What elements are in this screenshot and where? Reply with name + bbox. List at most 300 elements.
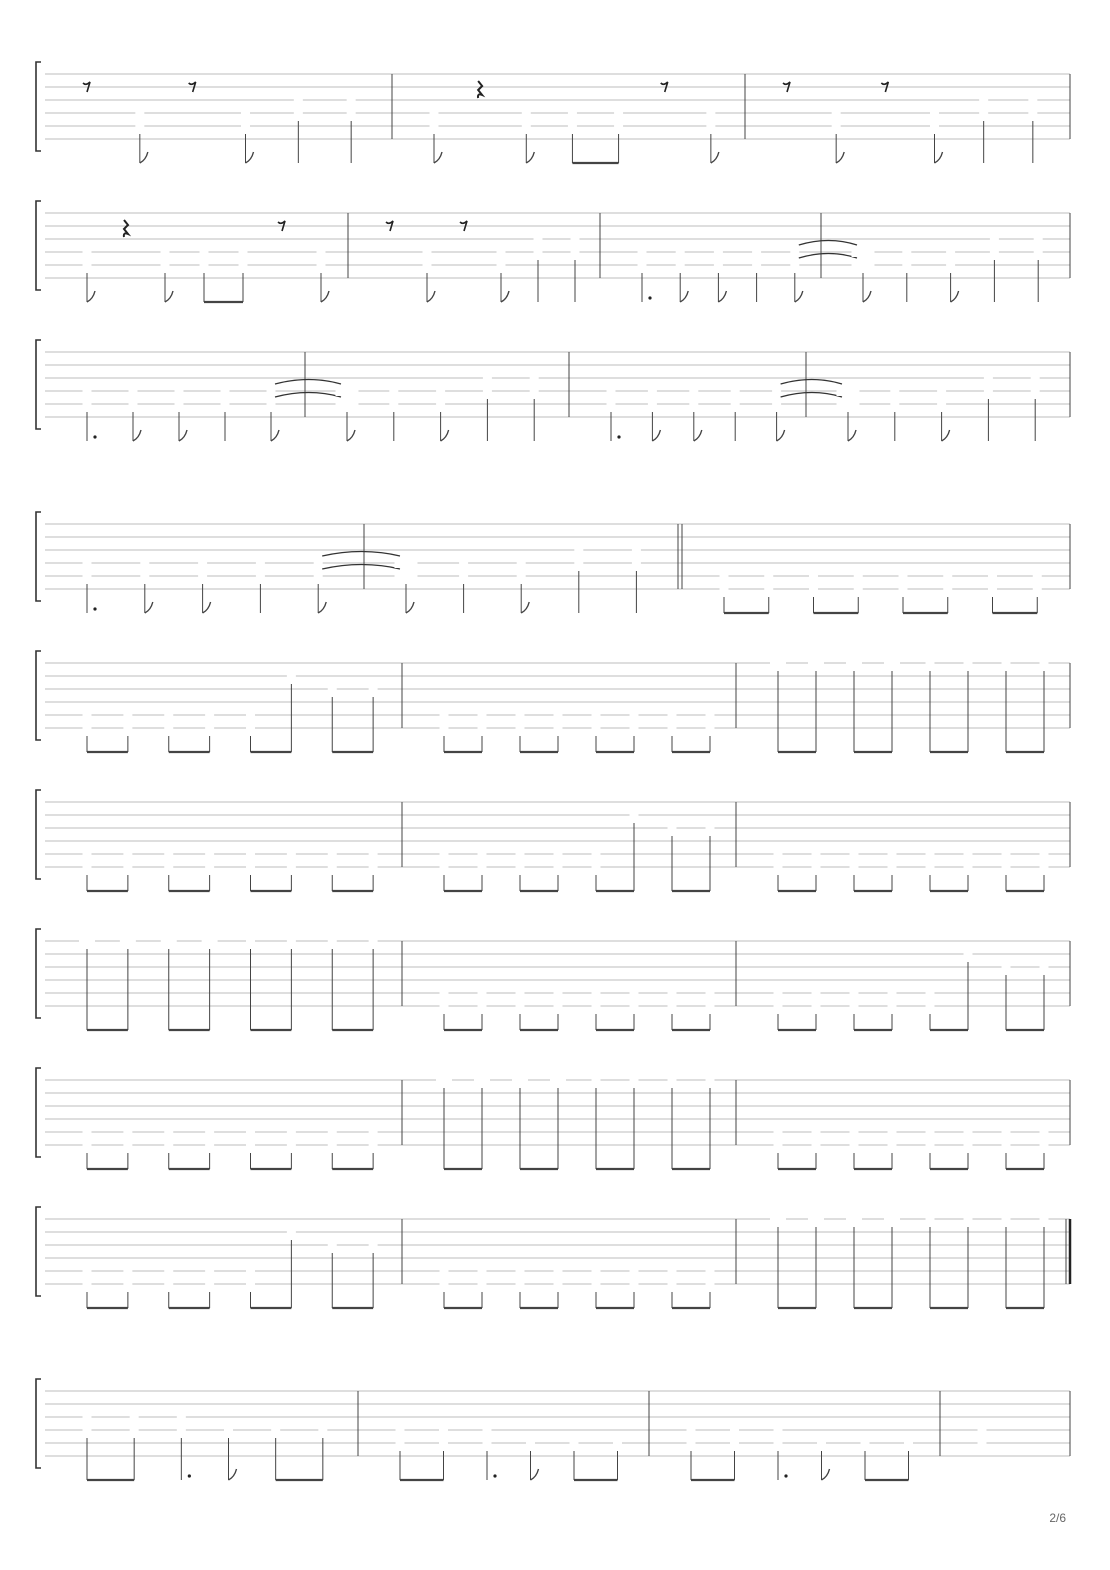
fret-bg bbox=[205, 1265, 214, 1276]
tab-system bbox=[36, 1379, 1070, 1480]
measure bbox=[978, 1424, 987, 1448]
fret-bg bbox=[328, 861, 337, 872]
fret-bg bbox=[764, 570, 773, 581]
fret-bg bbox=[850, 861, 859, 872]
fret-bg bbox=[287, 1139, 296, 1150]
system-bracket bbox=[36, 62, 41, 151]
fret-bg bbox=[369, 848, 378, 859]
fret-bg bbox=[123, 1139, 132, 1150]
fret-bg bbox=[812, 848, 821, 859]
fret-bg bbox=[613, 1437, 622, 1448]
tab-system bbox=[36, 929, 1070, 1030]
measure bbox=[336, 372, 539, 441]
fret-bg bbox=[83, 246, 92, 257]
fret-bg bbox=[964, 861, 973, 872]
eighth-flag bbox=[935, 152, 943, 163]
eighth-flag bbox=[271, 430, 279, 441]
eighth-flag bbox=[434, 152, 442, 163]
tab-system bbox=[36, 1068, 1070, 1169]
fret-bg bbox=[369, 1139, 378, 1150]
fret-bg bbox=[926, 1000, 935, 1011]
fret-bg bbox=[200, 259, 209, 270]
fret-bg bbox=[946, 259, 955, 270]
fret-bg bbox=[483, 1424, 492, 1435]
fret-bg bbox=[770, 657, 786, 668]
fret-bg bbox=[423, 246, 432, 257]
fret-bg bbox=[205, 1139, 214, 1150]
eighth-flag bbox=[246, 152, 254, 163]
eighth-flag bbox=[531, 1469, 539, 1480]
fret-bg bbox=[512, 1074, 528, 1085]
fret-bg bbox=[317, 246, 326, 257]
fret-bg bbox=[478, 987, 487, 998]
fret-bg bbox=[389, 385, 398, 396]
fret-bg bbox=[459, 570, 468, 581]
fret-bg bbox=[516, 861, 525, 872]
eighth-flag bbox=[951, 291, 959, 302]
tab-system bbox=[36, 62, 1070, 163]
fret-bg bbox=[714, 259, 723, 270]
eighth-flag bbox=[318, 602, 326, 613]
fret-bg bbox=[83, 709, 92, 720]
fret-bg bbox=[731, 398, 740, 409]
tie-arc bbox=[799, 241, 857, 246]
fret-bg bbox=[271, 1424, 280, 1435]
measure bbox=[687, 1424, 914, 1480]
fret-bg bbox=[630, 987, 639, 998]
eighth-flag bbox=[795, 291, 803, 302]
fret-bg bbox=[328, 935, 337, 946]
fret-bg bbox=[287, 670, 296, 681]
fret-bg bbox=[730, 1424, 739, 1435]
fret-bg bbox=[83, 1139, 92, 1150]
fret-bg bbox=[1033, 583, 1042, 594]
fret-bg bbox=[516, 1265, 525, 1276]
fret-bg bbox=[79, 935, 95, 946]
fret-bg bbox=[534, 233, 543, 244]
fret-bg bbox=[772, 398, 781, 409]
fret-bg bbox=[706, 1265, 715, 1276]
tie-arc bbox=[322, 565, 400, 570]
fret-bg bbox=[592, 709, 601, 720]
fret-bg bbox=[1002, 1126, 1011, 1137]
fret-bg bbox=[846, 1213, 862, 1224]
fret-bg bbox=[764, 583, 773, 594]
fret-bg bbox=[706, 709, 715, 720]
fret-bg bbox=[809, 583, 818, 594]
fret-bg bbox=[890, 398, 899, 409]
fret-bg bbox=[837, 385, 860, 396]
fret-bg bbox=[984, 372, 993, 383]
fret-bg bbox=[478, 1000, 487, 1011]
fret-bg bbox=[554, 1278, 563, 1289]
fret-bg bbox=[83, 1126, 92, 1137]
fret-bg bbox=[774, 1000, 783, 1011]
fret-bg bbox=[267, 385, 276, 396]
fret-bg bbox=[241, 107, 250, 118]
fret-bg bbox=[246, 1126, 255, 1137]
fret-bg bbox=[554, 709, 563, 720]
fret-bg bbox=[175, 398, 184, 409]
fret-bg bbox=[706, 1074, 715, 1085]
eighth-flag bbox=[711, 152, 719, 163]
fret-bg bbox=[516, 1278, 525, 1289]
fret-bg bbox=[812, 1139, 821, 1150]
measure bbox=[386, 221, 580, 302]
fret-bg bbox=[123, 709, 132, 720]
eighth-flag bbox=[441, 430, 449, 441]
fret-bg bbox=[964, 948, 973, 959]
fret-bg bbox=[123, 1278, 132, 1289]
tie-arc bbox=[275, 380, 341, 385]
fret-bg bbox=[256, 557, 265, 568]
fret-bg bbox=[135, 107, 144, 118]
fret-bg bbox=[808, 1213, 824, 1224]
augmentation-dot bbox=[617, 435, 620, 438]
fret-bg bbox=[1040, 861, 1049, 872]
fret-bg bbox=[554, 722, 563, 733]
fret-bg bbox=[129, 398, 138, 409]
fret-bg bbox=[246, 1265, 255, 1276]
fret-bg bbox=[440, 987, 449, 998]
tie-arc bbox=[275, 393, 341, 398]
fret-bg bbox=[978, 1424, 987, 1435]
fret-bg bbox=[1040, 1213, 1049, 1224]
fret-bg bbox=[161, 935, 177, 946]
fret-bg bbox=[129, 385, 138, 396]
fret-bg bbox=[314, 570, 323, 581]
fret-bg bbox=[937, 398, 946, 409]
eighth-flag bbox=[321, 291, 329, 302]
quarter-rest bbox=[124, 220, 128, 237]
fret-bg bbox=[198, 570, 207, 581]
fret-bg bbox=[648, 385, 657, 396]
fret-bg bbox=[592, 1074, 601, 1085]
fret-bg bbox=[267, 398, 276, 409]
fret-bg bbox=[904, 1437, 913, 1448]
eighth-flag bbox=[229, 1469, 237, 1480]
fret-bg bbox=[570, 1437, 579, 1448]
fret-bg bbox=[648, 398, 657, 409]
augmentation-dot bbox=[648, 296, 651, 299]
fret-bg bbox=[720, 570, 729, 581]
fret-bg bbox=[239, 259, 248, 270]
fret-bg bbox=[988, 570, 997, 581]
measure bbox=[83, 670, 378, 752]
fret-bg bbox=[440, 722, 449, 733]
fret-bg bbox=[850, 848, 859, 859]
fret-bg bbox=[568, 120, 577, 131]
fret-bg bbox=[347, 107, 356, 118]
fret-bg bbox=[483, 385, 492, 396]
measure bbox=[83, 552, 401, 614]
fret-bg bbox=[314, 557, 323, 568]
eighth-flag bbox=[145, 602, 153, 613]
fret-bg bbox=[246, 848, 255, 859]
fret-bg bbox=[964, 1213, 973, 1224]
fret-bg bbox=[440, 1265, 449, 1276]
fret-bg bbox=[888, 987, 897, 998]
fret-bg bbox=[436, 385, 445, 396]
fret-bg bbox=[83, 861, 92, 872]
fret-bg bbox=[571, 233, 580, 244]
fret-bg bbox=[850, 1000, 859, 1011]
fret-bg bbox=[632, 557, 641, 568]
fret-bg bbox=[164, 1265, 173, 1276]
fret-bg bbox=[1040, 848, 1049, 859]
fret-bg bbox=[888, 848, 897, 859]
fret-bg bbox=[630, 1000, 639, 1011]
fret-bg bbox=[246, 1278, 255, 1289]
fret-bg bbox=[1002, 657, 1011, 668]
tie-arc bbox=[322, 552, 400, 557]
fret-bg bbox=[988, 583, 997, 594]
fret-bg bbox=[964, 1139, 973, 1150]
fret-bg bbox=[964, 657, 973, 668]
fret-bg bbox=[817, 1437, 826, 1448]
fret-bg bbox=[846, 657, 862, 668]
fret-bg bbox=[246, 709, 255, 720]
fret-bg bbox=[140, 557, 149, 568]
fret-bg bbox=[943, 570, 952, 581]
fret-bg bbox=[478, 848, 487, 859]
measure bbox=[83, 1411, 328, 1480]
fret-bg bbox=[884, 1213, 900, 1224]
fret-bg bbox=[990, 233, 999, 244]
fret-bg bbox=[1040, 1126, 1049, 1137]
fret-bg bbox=[774, 861, 783, 872]
fret-bg bbox=[706, 107, 715, 118]
augmentation-dot bbox=[784, 1474, 787, 1477]
fret-bg bbox=[164, 1139, 173, 1150]
tie-arc bbox=[781, 393, 842, 398]
fret-bg bbox=[478, 1265, 487, 1276]
measure bbox=[83, 1226, 378, 1308]
fret-bg bbox=[224, 1424, 233, 1435]
fret-bg bbox=[731, 385, 740, 396]
fret-bg bbox=[774, 1139, 783, 1150]
fret-bg bbox=[526, 1437, 535, 1448]
fret-bg bbox=[676, 259, 685, 270]
system-bracket bbox=[36, 201, 41, 290]
fret-bg bbox=[328, 683, 337, 694]
fret-bg bbox=[899, 583, 908, 594]
fret-bg bbox=[854, 583, 863, 594]
fret-bg bbox=[161, 259, 170, 270]
fret-bg bbox=[161, 246, 170, 257]
fret-bg bbox=[516, 709, 525, 720]
fret-bg bbox=[852, 259, 875, 270]
fret-bg bbox=[706, 987, 715, 998]
fret-bg bbox=[294, 107, 303, 118]
measure bbox=[396, 1424, 623, 1480]
fret-bg bbox=[294, 94, 303, 105]
fret-bg bbox=[592, 1265, 601, 1276]
fret-bg bbox=[436, 1074, 452, 1085]
fret-bg bbox=[854, 570, 863, 581]
fret-bg bbox=[516, 848, 525, 859]
fret-bg bbox=[884, 657, 900, 668]
fret-bg bbox=[83, 385, 92, 396]
fret-bg bbox=[317, 259, 326, 270]
fret-bg bbox=[774, 987, 783, 998]
fret-bg bbox=[832, 120, 841, 131]
fret-bg bbox=[668, 987, 677, 998]
augmentation-dot bbox=[188, 1474, 191, 1477]
fret-bg bbox=[135, 120, 144, 131]
fret-bg bbox=[83, 557, 92, 568]
fret-bg bbox=[497, 246, 506, 257]
tab-system bbox=[36, 340, 1070, 441]
fret-bg bbox=[706, 1000, 715, 1011]
system-bracket bbox=[36, 1068, 41, 1157]
fret-bg bbox=[123, 848, 132, 859]
fret-bg bbox=[668, 822, 677, 833]
fret-bg bbox=[774, 1126, 783, 1137]
fret-bg bbox=[630, 809, 639, 820]
measure bbox=[638, 241, 858, 303]
fret-bg bbox=[574, 544, 583, 555]
fret-bg bbox=[336, 385, 359, 396]
system-bracket bbox=[36, 1379, 41, 1468]
fret-bg bbox=[926, 657, 935, 668]
fret-bg bbox=[83, 1265, 92, 1276]
fret-bg bbox=[592, 848, 601, 859]
fret-bg bbox=[83, 259, 92, 270]
fret-bg bbox=[926, 861, 935, 872]
fret-bg bbox=[459, 557, 468, 568]
fret-bg bbox=[943, 583, 952, 594]
fret-bg bbox=[790, 246, 799, 257]
fret-bg bbox=[930, 120, 939, 131]
fret-bg bbox=[770, 1213, 786, 1224]
fret-bg bbox=[850, 1126, 859, 1137]
fret-bg bbox=[256, 570, 265, 581]
fret-bg bbox=[198, 557, 207, 568]
eighth-flag bbox=[680, 291, 688, 302]
eighth-flag bbox=[526, 152, 534, 163]
fret-bg bbox=[347, 94, 356, 105]
fret-bg bbox=[130, 1424, 139, 1435]
fret-bg bbox=[246, 861, 255, 872]
fret-bg bbox=[522, 120, 531, 131]
measure bbox=[783, 82, 1037, 163]
fret-bg bbox=[808, 657, 824, 668]
fret-bg bbox=[175, 385, 184, 396]
fret-bg bbox=[123, 722, 132, 733]
fret-bg bbox=[423, 259, 432, 270]
fret-bg bbox=[123, 1265, 132, 1276]
eighth-flag bbox=[822, 1469, 830, 1480]
system-bracket bbox=[36, 1207, 41, 1296]
fret-bg bbox=[287, 1226, 296, 1237]
fret-bg bbox=[926, 1126, 935, 1137]
measure bbox=[770, 657, 1049, 752]
fret-bg bbox=[902, 259, 911, 270]
fret-bg bbox=[221, 398, 230, 409]
fret-bg bbox=[614, 120, 623, 131]
fret-bg bbox=[369, 935, 378, 946]
fret-bg bbox=[668, 709, 677, 720]
fret-bg bbox=[440, 861, 449, 872]
fret-bg bbox=[395, 557, 418, 568]
fret-bg bbox=[964, 848, 973, 859]
fret-bg bbox=[164, 1278, 173, 1289]
fret-bg bbox=[1031, 372, 1040, 383]
augmentation-dot bbox=[93, 607, 96, 610]
fret-bg bbox=[83, 1411, 92, 1422]
fret-bg bbox=[926, 987, 935, 998]
fret-bg bbox=[668, 1000, 677, 1011]
fret-bg bbox=[861, 1437, 870, 1448]
fret-bg bbox=[574, 557, 583, 568]
eighth-flag bbox=[203, 602, 211, 613]
fret-bg bbox=[205, 1278, 214, 1289]
fret-bg bbox=[614, 107, 623, 118]
fret-bg bbox=[809, 570, 818, 581]
fret-bg bbox=[130, 1411, 139, 1422]
fret-bg bbox=[730, 1437, 739, 1448]
fret-bg bbox=[979, 107, 988, 118]
fret-bg bbox=[497, 259, 506, 270]
fret-bg bbox=[83, 848, 92, 859]
fret-bg bbox=[440, 1278, 449, 1289]
fret-bg bbox=[474, 1074, 490, 1085]
fret-bg bbox=[812, 1126, 821, 1137]
fret-bg bbox=[120, 935, 136, 946]
fret-bg bbox=[140, 570, 149, 581]
system-bracket bbox=[36, 512, 41, 601]
fret-bg bbox=[554, 1265, 563, 1276]
fret-bg bbox=[396, 1437, 405, 1448]
fret-bg bbox=[1002, 848, 1011, 859]
fret-bg bbox=[478, 1278, 487, 1289]
fret-bg bbox=[1034, 246, 1043, 257]
fret-bg bbox=[83, 398, 92, 409]
fret-bg bbox=[369, 861, 378, 872]
fret-bg bbox=[930, 107, 939, 118]
augmentation-dot bbox=[493, 1474, 496, 1477]
fret-bg bbox=[1040, 961, 1049, 972]
fret-bg bbox=[1002, 861, 1011, 872]
fret-bg bbox=[241, 120, 250, 131]
eighth-flag bbox=[521, 602, 529, 613]
fret-bg bbox=[516, 987, 525, 998]
tab-system bbox=[36, 512, 1070, 613]
fret-bg bbox=[774, 848, 783, 859]
fret-bg bbox=[676, 246, 685, 257]
fret-bg bbox=[369, 683, 378, 694]
fret-bg bbox=[630, 1278, 639, 1289]
fret-bg bbox=[592, 861, 601, 872]
fret-bg bbox=[926, 1213, 935, 1224]
fret-bg bbox=[328, 1239, 337, 1250]
fret-bg bbox=[630, 722, 639, 733]
fret-bg bbox=[369, 1239, 378, 1250]
fret-bg bbox=[1002, 1213, 1011, 1224]
fret-bg bbox=[287, 1126, 296, 1137]
page-number: 2/6 bbox=[1049, 1511, 1066, 1525]
fret-bg bbox=[517, 570, 526, 581]
fret-bg bbox=[772, 385, 781, 396]
fret-bg bbox=[246, 935, 255, 946]
fret-bg bbox=[328, 848, 337, 859]
fret-bg bbox=[287, 861, 296, 872]
fret-bg bbox=[706, 120, 715, 131]
fret-bg bbox=[978, 1437, 987, 1448]
fret-bg bbox=[902, 246, 911, 257]
fret-bg bbox=[668, 722, 677, 733]
